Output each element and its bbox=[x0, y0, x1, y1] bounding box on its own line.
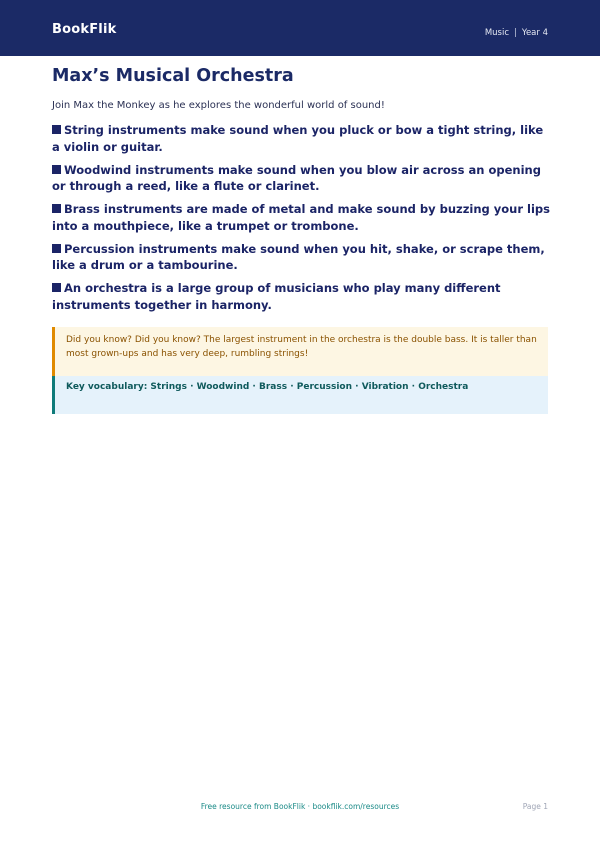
list-item bbox=[52, 122, 552, 155]
fact-text: String instruments make sound when you pluck or bow a tight string, like a violin or guitar. bbox=[52, 123, 544, 154]
list-item bbox=[52, 280, 552, 313]
page-title: Max’s Musical Orchestra bbox=[52, 66, 294, 86]
intro-text: Join Max the Monkey as he explores the wonderful world of sound! bbox=[52, 100, 385, 111]
list-item bbox=[52, 201, 552, 234]
square-bullet-icon bbox=[52, 165, 61, 174]
breadcrumb-subject[interactable]: Music bbox=[484, 28, 510, 38]
square-bullet-icon bbox=[52, 283, 61, 292]
list-item bbox=[52, 241, 552, 274]
square-bullet-icon bbox=[52, 244, 61, 253]
fact-text: Woodwind instruments make sound when you blow air across an opening or through a reed, like a flute or clarinet. bbox=[52, 162, 541, 193]
breadcrumb-separator: | bbox=[514, 28, 517, 38]
callout-text: Did you know? Did you know? The largest instrument in the orchestra is the double bass. It is taller than most grown-ups and has very deep, rumbling strings! bbox=[66, 335, 537, 359]
breadcrumb-year[interactable]: Year 4 bbox=[521, 28, 548, 38]
footer bbox=[0, 802, 600, 816]
vocabulary-text: Key vocabulary: Strings · Woodwind · Brass · Percussion · Vibration · Orchestra bbox=[66, 382, 469, 392]
square-bullet-icon bbox=[52, 125, 61, 134]
breadcrumb bbox=[485, 28, 548, 38]
fact-text: An orchestra is a large group of musicians who play many different instruments together in harmony. bbox=[52, 281, 501, 312]
footer-link[interactable]: Free resource from BookFlik · bookflik.com/resources bbox=[200, 802, 400, 811]
fact-list bbox=[52, 122, 552, 320]
brand-logo[interactable]: BookFlik bbox=[52, 22, 117, 37]
page-number: Page 1 bbox=[522, 802, 548, 811]
vocabulary-box bbox=[52, 376, 548, 414]
list-item bbox=[52, 162, 552, 195]
did-you-know-callout bbox=[52, 327, 548, 376]
square-bullet-icon bbox=[52, 204, 61, 213]
fact-text: Brass instruments are made of metal and make sound by buzzing your lips into a mouthpiece, like a trumpet or trombone. bbox=[52, 202, 550, 233]
header-bar bbox=[0, 0, 600, 56]
fact-text: Percussion instruments make sound when you hit, shake, or scrape them, like a drum or a tambourine. bbox=[52, 241, 545, 272]
